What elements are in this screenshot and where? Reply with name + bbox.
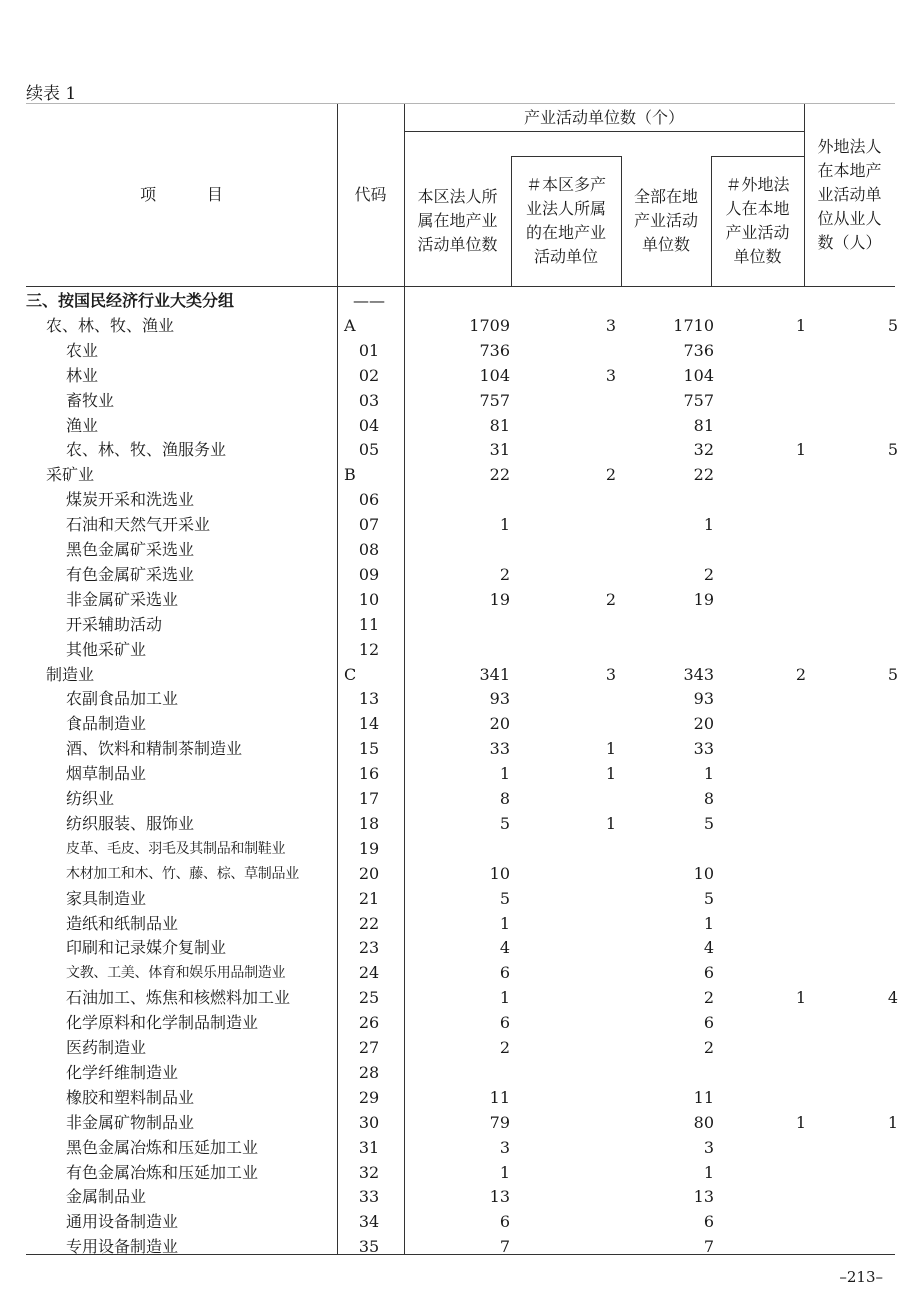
row-code: B [344, 465, 356, 485]
row-item-name: 化学纤维制造业 [66, 1062, 179, 1082]
table-row [26, 1210, 895, 1235]
row-code: 26 [358, 1013, 380, 1033]
table-row [26, 1086, 895, 1111]
row-item-name: 有色金属矿采选业 [66, 564, 195, 584]
row-code: 09 [358, 564, 380, 584]
row-item-name: 橡胶和塑料制品业 [66, 1087, 195, 1107]
row-value-col3: 4 [703, 938, 714, 958]
table-row [26, 1136, 895, 1161]
row-value-col1: 93 [489, 689, 510, 709]
table-row [26, 812, 895, 837]
row-code: 01 [358, 340, 380, 360]
row-code: 11 [358, 614, 380, 634]
row-code: 33 [358, 1187, 380, 1207]
table-row [26, 588, 895, 613]
row-value-col1: 1 [499, 913, 510, 933]
row-item-name: 石油和天然气开采业 [66, 515, 211, 535]
row-value-col3: 1 [703, 1162, 714, 1182]
table-row [26, 1185, 895, 1210]
row-value-col3: 757 [683, 390, 714, 410]
row-value-col1: 1 [499, 1162, 510, 1182]
row-code: 23 [358, 938, 380, 958]
row-code: 06 [358, 490, 380, 510]
row-item-name: 印刷和记录媒介复制业 [66, 938, 227, 958]
row-code: 35 [358, 1237, 380, 1257]
header-group: 产业活动单位数（个） [523, 107, 684, 127]
row-value-col1: 757 [479, 390, 510, 410]
row-value-col3: 2 [703, 988, 714, 1008]
row-item-name: 通用设备制造业 [66, 1212, 179, 1232]
row-value-col1: 736 [479, 340, 510, 360]
row-item-name: 制造业 [46, 664, 95, 684]
table-row [26, 986, 898, 1011]
table-row [26, 364, 895, 389]
row-value-col3: 104 [683, 365, 714, 385]
row-value-col1: 2 [499, 564, 510, 584]
row-item-name: 金属制品业 [66, 1187, 147, 1207]
table-row [26, 837, 895, 862]
row-value-col1: 6 [499, 1013, 510, 1033]
row-value-col2: 3 [605, 315, 616, 335]
row-value-col1: 13 [489, 1187, 510, 1207]
row-code: 20 [358, 863, 380, 883]
row-code: 13 [358, 689, 380, 709]
row-item-name: 农、林、牧、渔服务业 [66, 440, 227, 460]
row-value-col3: 343 [683, 664, 714, 684]
row-value-col3: 5 [703, 888, 714, 908]
row-item-name: 渔业 [66, 415, 99, 435]
row-value-col1: 20 [489, 714, 510, 734]
row-value-col5: 1 [887, 1112, 898, 1132]
table-row [26, 438, 898, 463]
row-value-col3: 6 [703, 1013, 714, 1033]
row-item-name: 农、林、牧、渔业 [46, 315, 175, 335]
row-value-col1: 2 [499, 1038, 510, 1057]
row-value-col2: 2 [605, 589, 616, 609]
row-value-col4: 1 [795, 988, 806, 1008]
table-row [26, 563, 895, 588]
row-value-col3: 2 [703, 564, 714, 584]
row-item-name: 专用设备制造业 [66, 1237, 179, 1257]
row-value-col3: 93 [693, 689, 714, 709]
table-row [26, 737, 895, 762]
table-bottom-rule [26, 1254, 895, 1255]
row-value-col1: 4 [499, 938, 510, 958]
row-value-col3: 7 [703, 1237, 714, 1257]
header-col5: 外地法人 在本地产 业活动单 位从业人 数（人） [817, 137, 882, 252]
header-col3: 全部在地 产业活动 单位数 [633, 187, 698, 254]
row-value-col3: 6 [703, 1212, 714, 1232]
row-value-col2: 1 [605, 739, 616, 759]
row-value-col3: 6 [703, 963, 714, 983]
table-row [26, 1161, 895, 1186]
table-row [26, 912, 895, 937]
page-number: –213– [839, 1268, 883, 1286]
row-value-col1: 6 [499, 1212, 510, 1232]
row-code: C [344, 664, 357, 684]
row-code: 14 [358, 714, 380, 734]
row-value-col3: 1 [703, 913, 714, 933]
row-item-name: 文教、工美、体育和娱乐用品制造业 [66, 965, 286, 982]
row-item-name: 酒、饮料和精制茶制造业 [66, 739, 243, 759]
group-underline [404, 131, 804, 132]
row-item-name: 食品制造业 [66, 714, 147, 734]
table-row [26, 663, 898, 688]
row-value-col5: 4 [887, 988, 898, 1008]
table-row [26, 1011, 895, 1036]
row-item-name: 家具制造业 [66, 888, 147, 908]
row-code: 34 [358, 1212, 380, 1232]
row-value-col1: 5 [499, 888, 510, 908]
row-item-name: 医药制造业 [66, 1038, 147, 1057]
row-value-col3: 2 [703, 1038, 714, 1057]
row-value-col1: 19 [489, 589, 510, 609]
row-value-col1: 104 [479, 365, 510, 385]
row-item-name: 造纸和纸制品业 [66, 913, 179, 933]
row-value-col1: 1 [499, 764, 510, 784]
row-value-col3: 80 [693, 1112, 714, 1132]
row-item-name: 纺织服装、服饰业 [66, 813, 195, 833]
table-row [26, 936, 895, 961]
row-code: 21 [358, 888, 380, 908]
row-value-col4: 1 [795, 440, 806, 460]
row-code: 32 [358, 1162, 380, 1182]
table-row [26, 339, 895, 364]
row-item-name: 开采辅助活动 [66, 614, 163, 634]
table-row [26, 1235, 895, 1260]
header-col2: ＃本区多产 业法人所属 的在地产业 活动单位 [525, 175, 606, 266]
table-caption: 续表 1 [26, 84, 77, 104]
table-row [26, 1036, 895, 1061]
row-value-col3: 19 [693, 589, 714, 609]
row-item-name: 石油加工、炼焦和核燃料加工业 [66, 988, 291, 1008]
row-value-col1: 5 [499, 813, 510, 833]
table-row [26, 1111, 898, 1136]
row-code: 15 [358, 739, 380, 759]
row-value-col1: 81 [489, 415, 510, 435]
row-value-col5: 5 [887, 440, 898, 460]
row-value-col1: 10 [489, 863, 510, 883]
table-row [26, 1061, 895, 1086]
table-row [26, 463, 895, 488]
row-value-col1: 1 [499, 515, 510, 535]
row-value-col3: 13 [693, 1187, 714, 1207]
row-value-col4: 1 [795, 1112, 806, 1132]
row-value-col3: 11 [693, 1087, 714, 1107]
row-code: 29 [358, 1087, 380, 1107]
row-value-col5: 5 [887, 315, 898, 335]
row-value-col1: 79 [489, 1112, 510, 1132]
row-code: 18 [358, 813, 380, 833]
row-code: 27 [358, 1038, 380, 1057]
row-value-col3: 3 [703, 1137, 714, 1157]
row-code: 16 [358, 764, 380, 784]
table-row [26, 289, 895, 314]
row-code: 07 [358, 515, 380, 535]
row-item-name: 非金属矿采选业 [66, 589, 179, 609]
table-row [26, 638, 895, 663]
row-value-col2: 3 [605, 664, 616, 684]
row-value-col3: 1 [703, 764, 714, 784]
header-code: 代码 [354, 185, 387, 204]
row-value-col1: 6 [499, 963, 510, 983]
row-value-col1: 7 [499, 1237, 510, 1257]
row-code: 30 [358, 1112, 380, 1132]
header-col1: 本区法人所 属在地产业 活动单位数 [417, 187, 498, 254]
row-value-col3: 22 [693, 465, 714, 485]
row-item-name: 化学原料和化学制品制造业 [66, 1013, 259, 1033]
table-row [26, 389, 895, 414]
row-value-col1: 341 [479, 664, 510, 684]
row-value-col1: 1 [499, 988, 510, 1008]
row-value-col1: 33 [489, 739, 510, 759]
row-code: 25 [358, 988, 380, 1008]
row-code: 03 [358, 390, 380, 410]
table-row [26, 314, 898, 339]
row-value-col3: 1 [703, 515, 714, 535]
row-value-col2: 2 [605, 465, 616, 485]
row-value-col1: 22 [489, 465, 510, 485]
table-row [26, 712, 895, 737]
row-item-name: 煤炭开采和洗选业 [66, 490, 195, 510]
row-item-name: 皮革、毛皮、羽毛及其制品和制鞋业 [66, 840, 286, 857]
row-value-col1: 31 [489, 440, 510, 460]
row-item-name: 纺织业 [66, 789, 115, 808]
row-item-name: 黑色金属矿采选业 [66, 540, 195, 559]
row-item-name: 黑色金属冶炼和压延加工业 [66, 1137, 259, 1157]
table-row [26, 762, 895, 787]
row-item-name: 采矿业 [46, 465, 95, 485]
row-value-col2: 3 [605, 365, 616, 385]
row-value-col3: 736 [683, 340, 714, 360]
row-item-name: 林业 [66, 365, 99, 385]
row-value-col3: 8 [703, 789, 714, 808]
row-value-col3: 5 [703, 813, 714, 833]
row-item-name: 畜牧业 [66, 390, 115, 410]
row-item-name: 农业 [66, 340, 99, 360]
row-code: 22 [358, 913, 380, 933]
row-item-name: 农副食品加工业 [66, 689, 179, 709]
table-row [26, 862, 895, 887]
header-item: 项 目 [140, 185, 223, 204]
row-code: 02 [358, 365, 380, 385]
row-item-name: 其他采矿业 [66, 639, 147, 659]
row-code: 19 [358, 838, 380, 858]
row-item-name: 木材加工和木、竹、藤、棕、草制品业 [66, 865, 299, 882]
row-value-col1: 11 [489, 1087, 510, 1107]
row-value-col3: 33 [693, 739, 714, 759]
row-code: 31 [358, 1137, 380, 1157]
row-value-col2: 1 [605, 813, 616, 833]
row-value-col3: 20 [693, 714, 714, 734]
row-value-col4: 1 [795, 315, 806, 335]
table-row [26, 613, 895, 638]
table-row [26, 687, 895, 712]
row-code: 12 [358, 639, 380, 659]
header-col4: ＃外地法 人在本地 产业活动 单位数 [725, 175, 790, 266]
row-value-col4: 2 [795, 664, 806, 684]
table-row [26, 961, 895, 986]
table-row [26, 787, 895, 812]
row-value-col1: 8 [499, 789, 510, 808]
row-code: —— [353, 291, 385, 310]
table-row [26, 538, 895, 563]
row-code: A [344, 315, 356, 335]
row-value-col3: 32 [693, 440, 714, 460]
row-item-name: 三、按国民经济行业大类分组 [26, 291, 235, 310]
row-value-col5: 5 [887, 664, 898, 684]
row-code: 24 [358, 963, 380, 983]
row-item-name: 有色金属冶炼和压延加工业 [66, 1162, 259, 1182]
table-row [26, 488, 895, 513]
row-code: 17 [358, 789, 380, 808]
row-code: 28 [358, 1062, 380, 1082]
table-row [26, 887, 895, 912]
row-value-col2: 1 [605, 764, 616, 784]
row-code: 08 [358, 540, 380, 559]
row-value-col3: 10 [693, 863, 714, 883]
row-code: 10 [358, 589, 380, 609]
row-value-col1: 3 [499, 1137, 510, 1157]
table-row [26, 513, 895, 538]
header-bottom-rule [26, 286, 895, 287]
row-item-name: 非金属矿物制品业 [66, 1112, 195, 1132]
row-code: 04 [358, 415, 380, 435]
row-item-name: 烟草制品业 [66, 764, 147, 784]
row-value-col1: 1709 [469, 315, 510, 335]
row-value-col3: 1710 [673, 315, 714, 335]
row-code: 05 [358, 440, 380, 460]
table-row [26, 414, 895, 439]
row-value-col3: 81 [693, 415, 714, 435]
